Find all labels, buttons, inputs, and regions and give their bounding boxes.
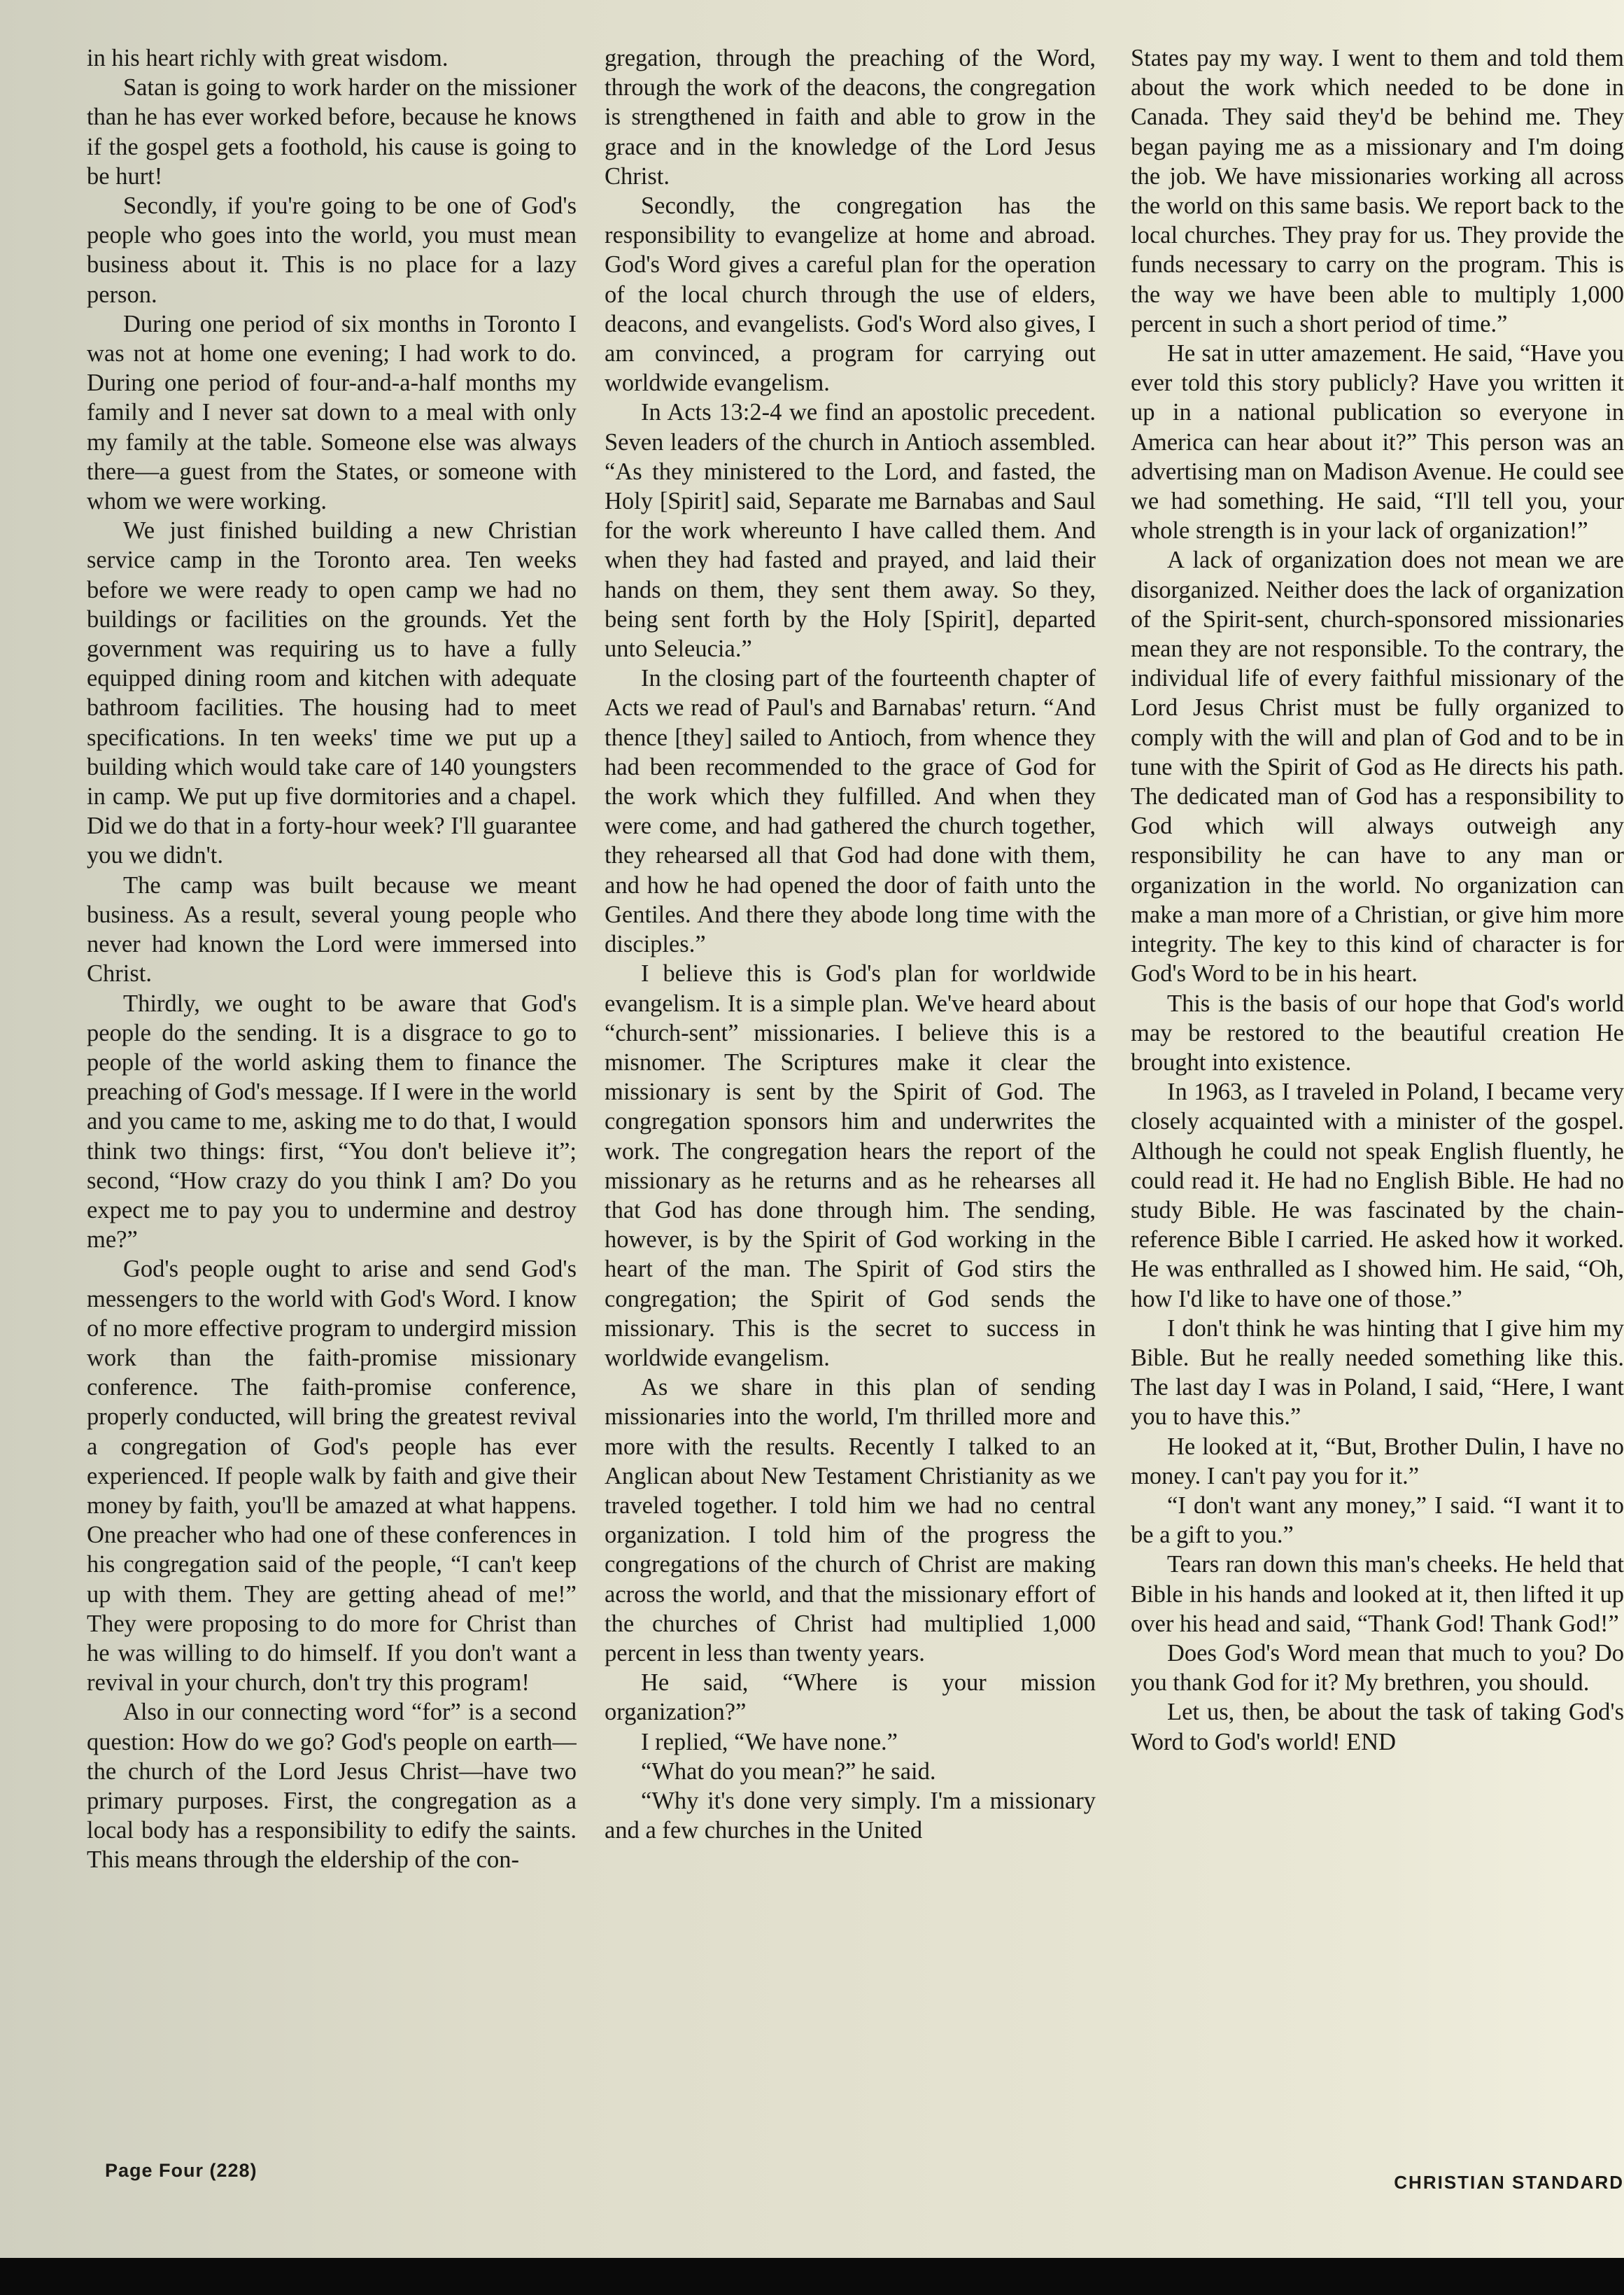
paragraph: The camp was built because we meant business. As a result, several young people who never had known the Lord were immersed into Christ.	[87, 871, 577, 988]
paragraph: I don't think he was hinting that I give him my Bible. But he really needed something like this. The last day I was in Poland, I said, “Here, I want you to have this.”	[1131, 1314, 1624, 1431]
paragraph: He looked at it, “But, Brother Dulin, I have no money. I can't pay you for it.”	[1131, 1433, 1624, 1489]
paragraph: We just finished building a new Christian service camp in the Toronto area. Ten weeks before we were ready to open camp we had no buildings or facilities on the grounds. Yet the government was requiring us to have a fully equipped dining room and kitchen with adequate bathroom facilities. The housing had to meet specifications. In ten weeks' time we put up a building which would take care of 140 youngsters in camp. We put up five dormitories and a chapel. Did we do that in a forty-hour week? I'll guarantee you we didn't.	[87, 517, 577, 869]
text-column-2	[605, 43, 1096, 2178]
paragraph: “I don't want any money,” I said. “I want it to be a gift to you.”	[1131, 1492, 1624, 1549]
paragraph: God's people ought to arise and send God's messengers to the world with God's Word. I know of no more effective program to undergird mission work than the faith-promise missionary conference. The faith-promise conference, properly conducted, will bring the greatest revival a congregation of God's people has ever experienced. If people walk by faith and give their money by faith, you'll be amazed at what happens. One preacher who had one of these conferences in his congregation said of the people, “I can't keep up with them. They are getting ahead of me!” They were proposing to do more for Christ than he was willing to do himself. If you don't want a revival in your church, don't try this program!	[87, 1256, 577, 1697]
paragraph: A lack of organization does not mean we are disorganized. Neither does the lack of organization of the Spirit-sent, church-sponsored missionaries mean they are not responsible. To the contrary, the individual life of every faithful missionary of the Lord Jesus Christ must be fully organized to comply with the will and plan of God and to be in tune with the Spirit of God as He directs his path. The dedicated man of God has a responsibility to God which will always outweigh any responsibility he can have to any man or organization in the world. No organization can make a man more of a Christian, or give him more integrity. The key to this kind of character is for God's Word to be in his heart.	[1131, 547, 1624, 988]
paragraph: Does God's Word mean that much to you? Do you thank God for it? My brethren, you should.	[1131, 1639, 1624, 1697]
paragraph: This is the basis of our hope that God's world may be restored to the beautiful creation He brought into existence.	[1131, 990, 1624, 1076]
paragraph: States pay my way. I went to them and told them about the work which needed to be done in Canada. They said they'd be behind me. They began paying me as a missionary and I'm doing the job. We have missionaries working all across the world on this same basis. We report back to the local churches. They pray for us. They provide the funds necessary to carry on the program. This is the way we have been able to multiply 1,000 percent in such a short period of time.”	[1131, 45, 1624, 337]
publication-footer: CHRISTIAN STANDARD	[1394, 2172, 1624, 2193]
paragraph: Satan is going to work harder on the missioner than he has ever worked before, because he knows if the gospel gets a foothold, his cause is going to be hurt!	[87, 74, 577, 190]
paragraph: Let us, then, be about the task of taking God's Word to God's world! END	[1131, 1699, 1624, 1755]
scan-edge-band	[0, 2258, 1624, 2295]
paragraph: Secondly, the congregation has the responsibility to evangelize at home and abroad. God's Word gives a careful plan for the operation of the local church through the use of elders, deacons, and evangelists. God's Word also gives, I am convinced, a program for carrying out worldwide evangelism.	[605, 192, 1096, 397]
paragraph: In the closing part of the fourteenth chapter of Acts we read of Paul's and Barnabas' return. “And thence [they] sailed to Antioch, from whence they had been recommended to the grace of God for the work which they fulfilled. And when they were come, and had gathered the church together, they rehearsed all that God had done with them, and how he had opened the door of faith unto the Gentiles. And there they abode long time with the disciples.”	[605, 665, 1096, 958]
paragraph: Secondly, if you're going to be one of God's people who goes into the world, you must mean business about it. This is no place for a lazy person.	[87, 192, 577, 308]
paragraph: “What do you mean?” he said.	[641, 1757, 936, 1785]
paragraph: Tears ran down this man's cheeks. He held that Bible in his hands and looked at it, then lifted it up over his head and said, “Thank God! Thank God!”	[1131, 1551, 1624, 1637]
paragraph: He sat in utter amazement. He said, “Have you ever told this story publicly? Have you written it up in a national publication so everyone in America can hear about it?” This person was an advertising man on Madison Avenue. He could see we had something. He said, “I'll tell you, your whole strength is in your lack of organization!”	[1131, 340, 1624, 545]
text-column-3	[1131, 43, 1624, 2178]
paragraph: I replied, “We have none.”	[641, 1728, 898, 1755]
paragraph: He said, “Where is your mission organization?”	[605, 1669, 1096, 1726]
text-column-1	[87, 43, 577, 2178]
paragraph: gregation, through the preaching of the Word, through the work of the deacons, the congregation is strengthened in faith and able to grow in the grace and in the knowledge of the Lord Jesus Christ.	[605, 45, 1096, 190]
paragraph: in his heart richly with great wisdom.	[87, 45, 449, 71]
paragraph: Thirdly, we ought to be aware that God's people do the sending. It is a disgrace to go to people of the world asking them to finance the preaching of God's message. If I were in the world and you came to me, asking me to do that, I would think two things: first, “You don't believe it”; second, “How crazy do you think I am? Do you expect me to pay you to undermine and destroy me?”	[87, 990, 577, 1254]
paragraph: In 1963, as I traveled in Poland, I became very closely acquainted with a minister of the gospel. Although he could not speak English fluently, he could read it. He had no English Bible. He had no study Bible. He was fascinated by the chain-reference Bible I carried. He asked how it worked. He was enthralled as I showed him. He said, “Oh, how I'd like to have one of those.”	[1131, 1079, 1624, 1312]
paragraph: “Why it's done very simply. I'm a missionary and a few churches in the United	[605, 1787, 1096, 1844]
paragraph: As we share in this plan of sending missionaries into the world, I'm thrilled more and more with the results. Recently I talked to an Anglican about New Testament Christianity as we traveled together. I told him we had no central organization. I told him of the progress the congregations of the church of Christ are making across the world, and that the missionary effort of the churches of Christ had multiplied 1,000 percent in less than twenty years.	[605, 1374, 1096, 1666]
paragraph: In Acts 13:2-4 we find an apostolic precedent. Seven leaders of the church in Antioch assembled. “As they ministered to the Lord, and fasted, the Holy [Spirit] said, Separate me Barnabas and Saul for the work whereunto I have called them. And when they had fasted and prayed, and laid their hands on them, they sent them away. So they, being sent forth by the Holy [Spirit], departed unto Seleucia.”	[605, 399, 1096, 663]
paragraph: Also in our connecting word “for” is a second question: How do we go? God's people on earth—the church of the Lord Jesus Christ—have two primary purposes. First, the congregation as a local body has a responsibility to edify the saints. This means through the eldership of the con-	[87, 1699, 577, 1874]
page-number-footer: Page Four (228)	[105, 2160, 257, 2181]
paragraph: During one period of six months in Toronto I was not at home one evening; I had work to do. During one period of four-and-a-half months my family and I never sat down to a meal with only my family at the table. Someone else was always there—a guest from the States, or someone with whom we were working.	[87, 310, 577, 515]
paragraph: I believe this is God's plan for worldwide evangelism. It is a simple plan. We've heard about “church-sent” missionaries. I believe this is a misnomer. The Scriptures make it clear the missionary is sent by the Spirit of God. The congregation sponsors him and underwrites the work. The congregation hears the report of the missionary as he returns and as he rehearses all that God has done through him. The sending, however, is by the Spirit of God working in the heart of the man. The Spirit of God stirs the congregation; the Spirit of God sends the missionary. This is the secret to success in worldwide evangelism.	[605, 960, 1096, 1371]
